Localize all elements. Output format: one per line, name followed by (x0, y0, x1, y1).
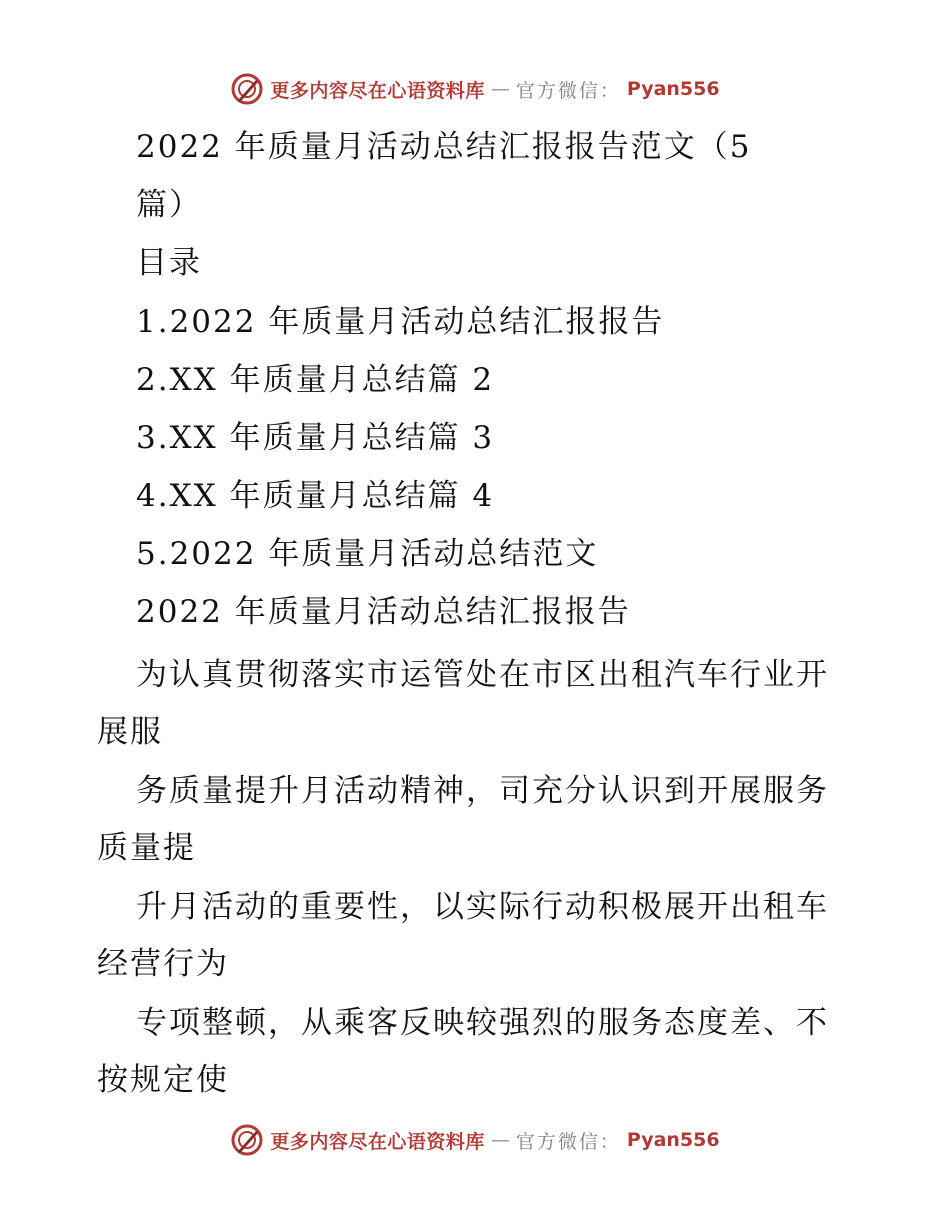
body-line: 按规定使 (97, 1062, 229, 1098)
watermark-separator: — (490, 78, 510, 100)
body-line: 质量提 (97, 830, 196, 866)
watermark-main-text: 更多内容尽在心语资料库 (270, 79, 485, 102)
toc-item: 2.XX 年质量月总结篇 2 (136, 362, 495, 398)
toc-item: 1.2022 年质量月活动总结汇报报告 (136, 304, 665, 340)
section-title: 2022 年质量月活动总结汇报报告 (136, 594, 631, 630)
body-line: 经营行为 (97, 946, 229, 982)
watermark-official-label: 官方微信： (515, 1130, 621, 1153)
document-title-line-2: 篇） (136, 187, 202, 223)
body-line: 专项整顿，从乘客反映较强烈的服务态度差、不 (136, 1005, 829, 1041)
watermark-separator: — (490, 1129, 510, 1151)
toc-item: 3.XX 年质量月总结篇 3 (136, 420, 495, 456)
body-line: 务质量提升月活动精神，司充分认识到开展服务 (136, 773, 829, 809)
watermark-id: Pyan556 (626, 1129, 720, 1151)
watermark-main-text: 更多内容尽在心语资料库 (270, 1130, 485, 1153)
body-line: 升月活动的重要性，以实际行动积极展开出租车 (136, 889, 829, 925)
watermark-id: Pyan556 (626, 78, 720, 100)
body-line: 展服 (97, 714, 163, 750)
watermark-footer (0, 1123, 950, 1157)
watermark-official-label: 官方微信： (515, 79, 621, 102)
body-line: 为认真贯彻落实市运管处在市区出租汽车行业开 (136, 657, 829, 693)
pen-logo-icon (230, 1123, 264, 1157)
watermark-header (0, 72, 950, 106)
toc-item: 5.2022 年质量月活动总结范文 (136, 536, 599, 572)
document-title-line-1: 2022 年质量月活动总结汇报报告范文（5 (136, 129, 752, 165)
toc-heading: 目录 (136, 245, 202, 281)
pen-logo-icon (230, 72, 264, 106)
toc-item: 4.XX 年质量月总结篇 4 (136, 478, 495, 514)
